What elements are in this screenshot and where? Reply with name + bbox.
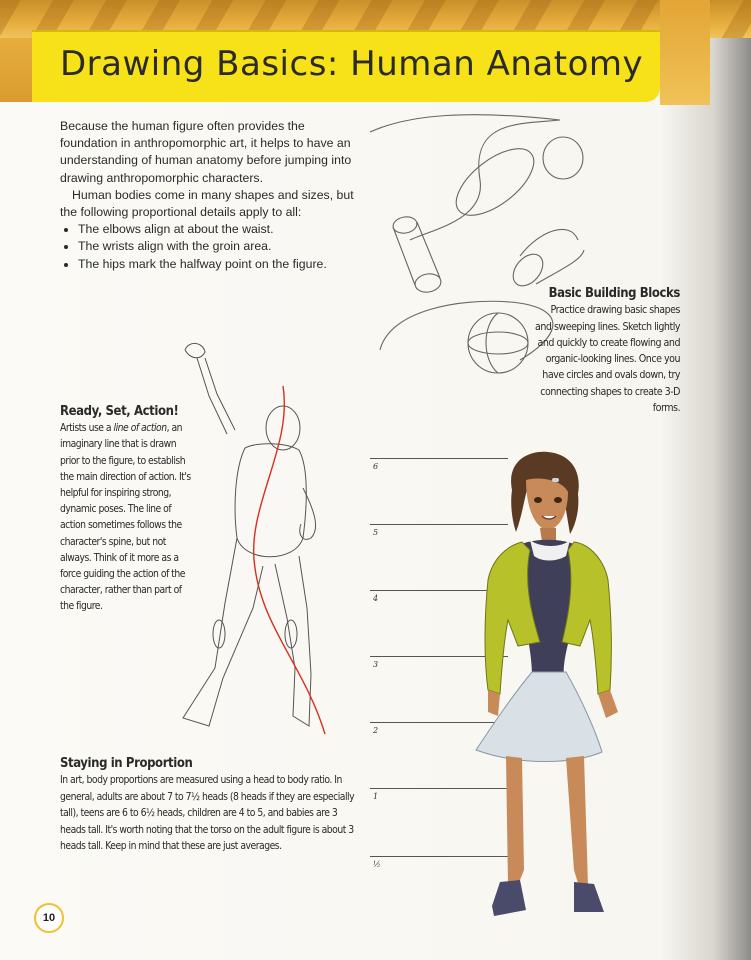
staying-in-proportion-caption	[60, 756, 360, 854]
right-hand	[598, 690, 618, 718]
sweep-line-loop	[410, 120, 560, 240]
legs	[506, 756, 588, 890]
raised-hand-sketch	[185, 343, 205, 357]
basic-building-blocks-body: Practice drawing basic shapes and sweeping lines. Sketch lightly and quickly to create flowing and organic-looking lines. Once you have circles and ovals down, try connecting shapes to create 3-D forms.	[534, 304, 680, 415]
basic-building-blocks-heading: Basic Building Blocks	[548, 286, 680, 301]
sphere-sketch	[468, 313, 528, 373]
cylinder-sketch	[392, 215, 443, 294]
line-of-action	[254, 386, 325, 734]
scale-label-2: 2	[373, 726, 379, 735]
basic-building-blocks-caption	[534, 286, 680, 416]
oval-sketch	[445, 136, 545, 227]
face	[526, 478, 568, 530]
torso-sketch	[235, 444, 306, 557]
left-hand	[488, 690, 500, 716]
scale-label-3: 3	[373, 660, 379, 669]
ready-set-action-body-start: Artists use a	[60, 422, 114, 435]
ready-set-action-heading: Ready, Set, Action!	[60, 404, 179, 419]
page-title: Drawing Basics: Human Anatomy	[60, 44, 644, 84]
proportion-bullet-list	[60, 221, 360, 273]
scale-label-5: 5	[373, 528, 379, 537]
scale-label-half: ½	[373, 860, 381, 869]
ready-set-action-caption	[60, 404, 192, 615]
tube-sketch	[507, 229, 584, 291]
scale-label-1: 1	[373, 792, 379, 801]
bullet-item: • The wrists align with the groin area.	[78, 238, 360, 255]
line-of-action-term: line of action	[113, 422, 167, 435]
intro-paragraph-1: Because the human figure often provides the foundation in anthropomorphic art, it helps to have an understanding of human anatomy before jumping into drawing anthropomorphic characters.	[60, 119, 352, 185]
page-number: 10	[34, 903, 64, 933]
staying-in-proportion-body: In art, body proportions are measured using a head to body ratio. In general, adults are about 7 to 7½ heads (8 heads if they are especially tall), teens are 6 to 6½ heads, children are 4 to 5, and babies are 3 heads tall. It's worth noting that the torso on the adult figure is about 3 heads tall. Keep in mind that these are just averages.	[60, 774, 355, 853]
intro-paragraph-2: Human bodies come in many shapes and sizes, but the following proportional details apply to all:	[60, 187, 354, 220]
sweep-line-top	[370, 115, 560, 132]
scale-label-4: 4	[373, 594, 379, 603]
staying-in-proportion-heading: Staying in Proportion	[60, 756, 193, 771]
scale-label-6: 6	[373, 462, 379, 471]
ready-set-action-body-end: , an imaginary line that is drawn prior to the figure, to establish the main direction of action. It's helpful for inspiring strong, dynamic poses. The line of action sometimes follows the character's spine, but not always. Think of it more as a force guiding the action of the character, rather than part of the figure.	[60, 422, 191, 613]
bullet-item: • The elbows align at about the waist.	[78, 221, 360, 238]
bullet-item: • The hips mark the halfway point on the figure.	[78, 256, 360, 273]
decorative-banner-corner	[660, 0, 710, 105]
decorative-side-banner	[0, 38, 36, 102]
intro-text	[60, 118, 360, 273]
girl-character-illustration	[470, 450, 640, 940]
shoes	[492, 880, 604, 916]
circle-sketch	[543, 137, 583, 179]
line-of-action-figure	[175, 338, 335, 748]
